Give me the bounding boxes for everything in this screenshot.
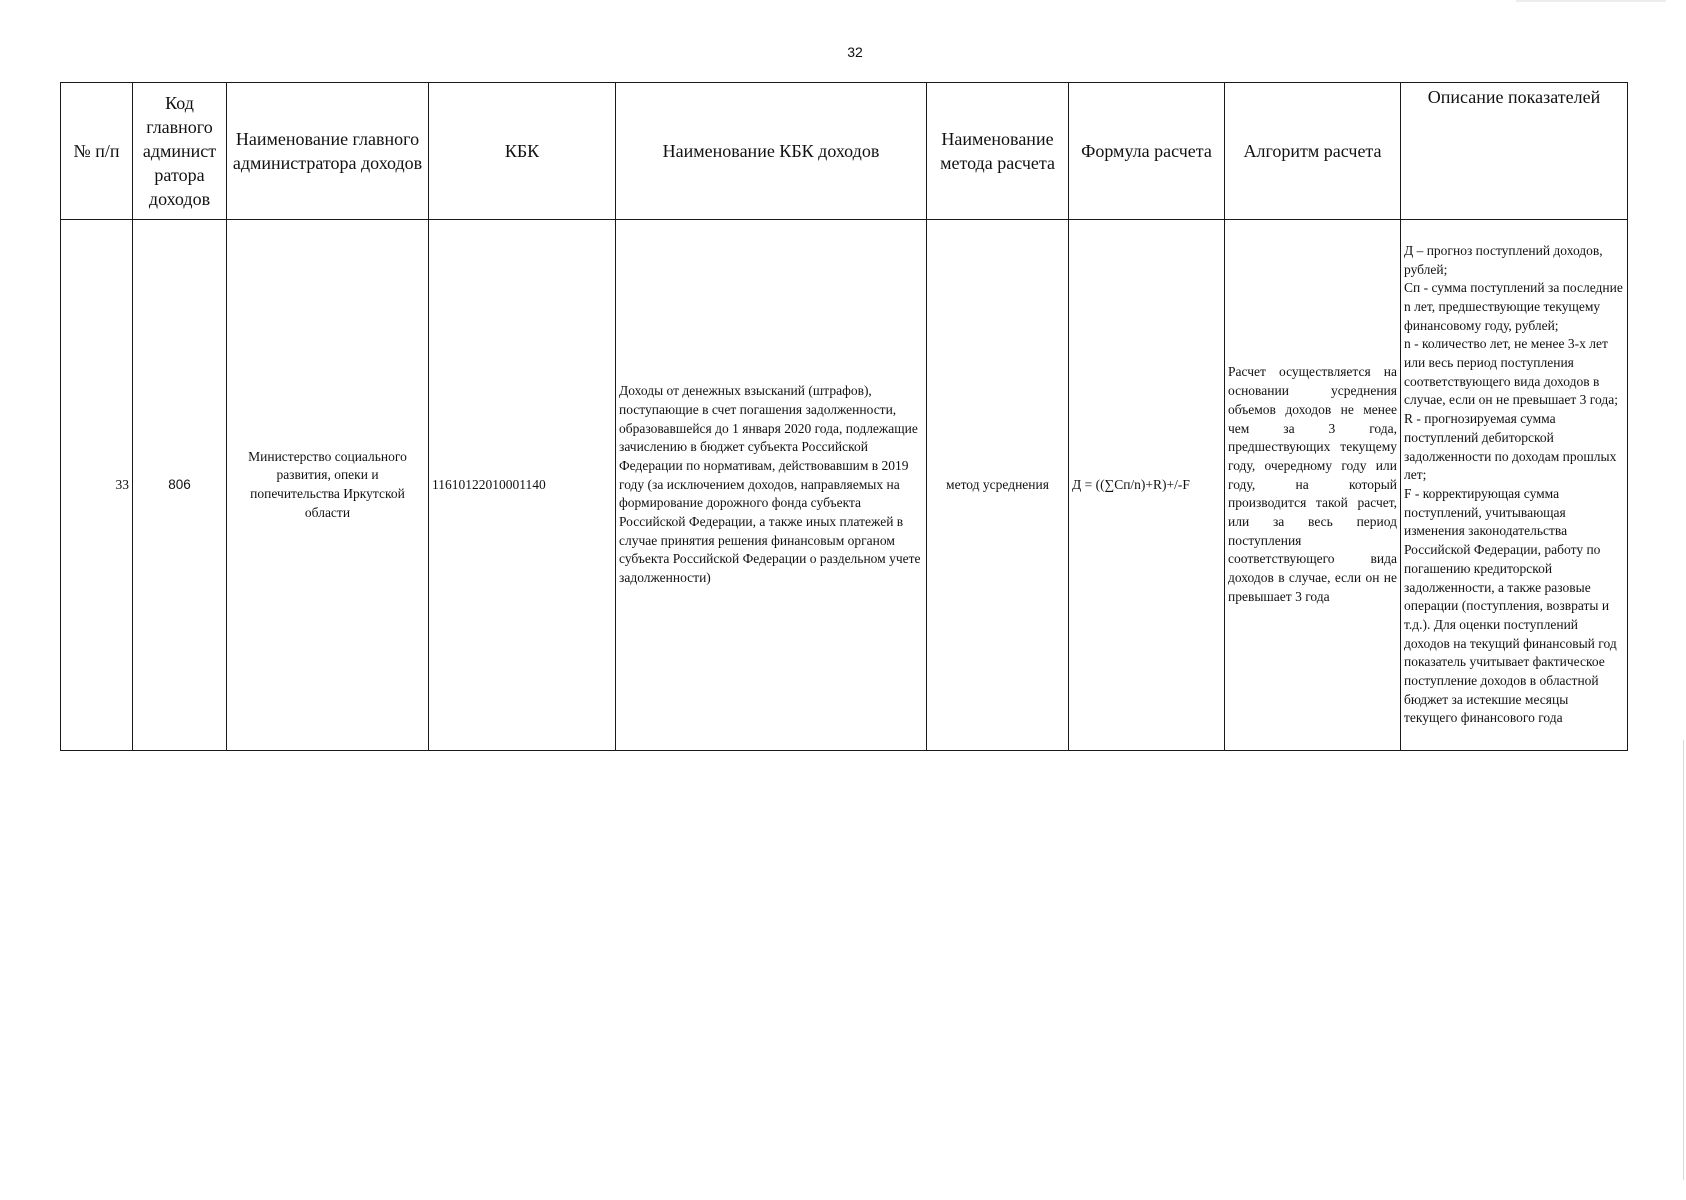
cell-code: 806 bbox=[133, 220, 227, 751]
cell-num: 33 bbox=[61, 220, 133, 751]
header-num: № п/п bbox=[61, 83, 133, 220]
cell-algorithm: Расчет осуществляется на основании усреднения объемов доходов не менее чем за 3 года, предшествующих текущему году, очередному году или году, на который производится такой расчет, или за весь период поступления соответствующего вида доходов в случае, если он не превышает 3 года bbox=[1225, 220, 1401, 751]
header-description: Описание показателей bbox=[1401, 83, 1628, 220]
header-admin: Наименование главного администратора доходов bbox=[227, 83, 429, 220]
table-header-row bbox=[61, 83, 1628, 220]
page-number: 32 bbox=[847, 44, 863, 60]
description-item-d: Д – прогноз поступлений доходов, рублей; bbox=[1404, 242, 1603, 277]
header-method: Наименование метода расчета bbox=[927, 83, 1069, 220]
scan-margin-line bbox=[1683, 740, 1684, 1180]
header-kbk: КБК bbox=[429, 83, 616, 220]
cell-admin: Министерство социального развития, опеки и попечительства Иркутской области bbox=[227, 220, 429, 751]
description-item-r: R - прогнозируемая сумма поступлений дебиторской задолженности по доходам прошлых лет; bbox=[1404, 411, 1617, 483]
header-formula: Формула расчета bbox=[1069, 83, 1225, 220]
header-kbk-name: Наименование КБК доходов bbox=[616, 83, 927, 220]
description-item-sp: Сп - сумма поступлений за последние n лет, предшествующие текущему финансовому году, рублей; bbox=[1404, 280, 1623, 333]
header-algorithm: Алгоритм расчета bbox=[1225, 83, 1401, 220]
cell-description bbox=[1401, 220, 1628, 751]
revenue-forecast-table bbox=[60, 82, 1628, 751]
table-row bbox=[61, 220, 1628, 751]
cell-method: метод усреднения bbox=[927, 220, 1069, 751]
scan-artifact bbox=[1516, 0, 1666, 2]
cell-kbk-name: Доходы от денежных взысканий (штрафов), поступающие в счет погашения задолженности, образовавшейся до 1 января 2020 года, подлежащие зачислению в бюджет субъекта Российской Федерации по нормативам, действовавшим в 2019 году (за исключением доходов, направляемых на формирование дорожного фонда субъекта Российской Федерации, а также иных платежей в случае принятия решения финансовым органом субъекта Российской Федерации о раздельном учете задолженности) bbox=[616, 220, 927, 751]
cell-kbk: 11610122010001140 bbox=[429, 220, 616, 751]
description-item-n: n - количество лет, не менее 3-х лет или весь период поступления соответствующего вида доходов в случае, если он не превышает 3 года; bbox=[1404, 336, 1618, 408]
description-item-f: F - корректирующая сумма поступлений, учитывающая изменения законодательства Российской Федерации, работу по погашению кредиторской задолженности, а также разовые операции (поступления, возвраты и т.д.). Для оценки поступлений доходов на текущий финансовый год показатель учитывает фактическое поступление доходов в областной бюджет за истекшие месяцы текущего финансового года bbox=[1404, 486, 1617, 726]
header-code: Код главного админист ратора доходов bbox=[133, 83, 227, 220]
cell-formula: Д = ((∑Сп/n)+R)+/-F bbox=[1069, 220, 1225, 751]
